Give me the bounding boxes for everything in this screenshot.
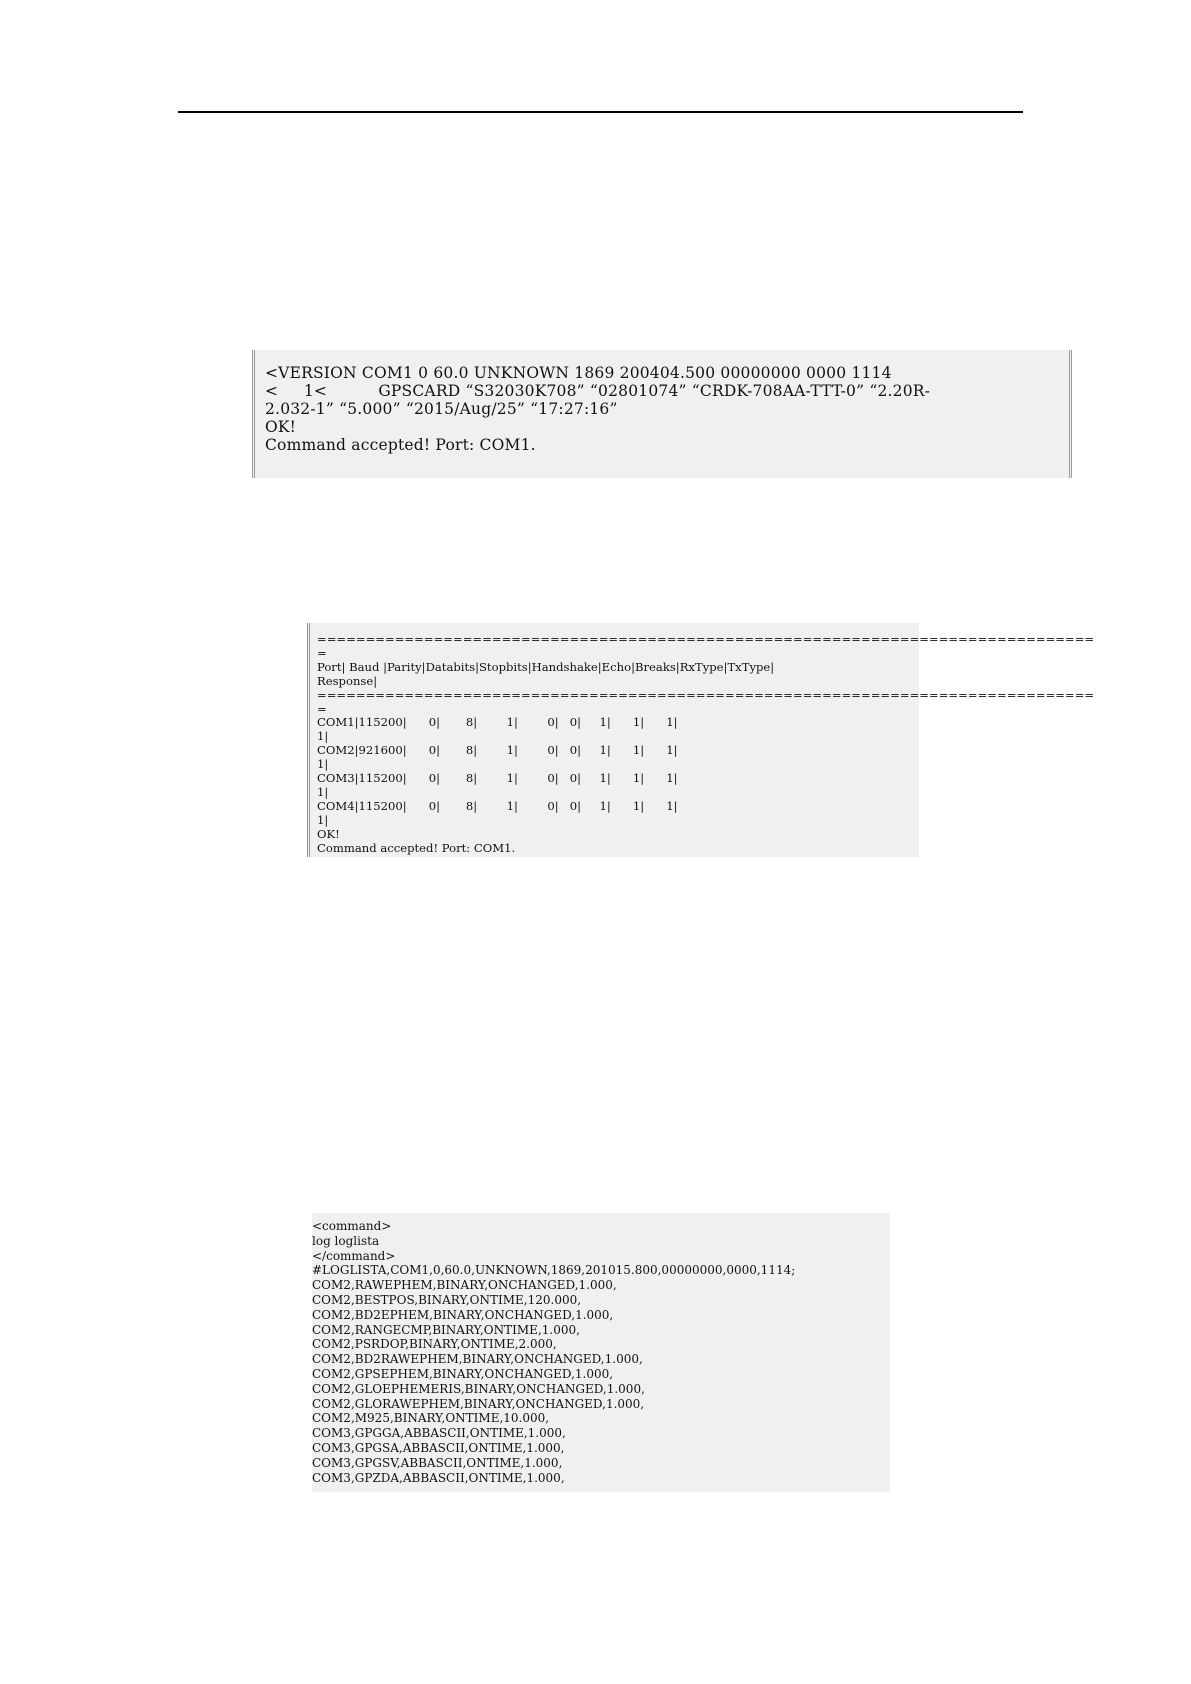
terminal-line: Command accepted! Port: COM1. <box>265 436 536 454</box>
terminal-line: Response| <box>317 673 378 688</box>
header-rule <box>178 111 1023 113</box>
terminal-line: </command> <box>312 1248 396 1263</box>
terminal-line: 1| <box>317 757 329 772</box>
terminal-line: COM2,BESTPOS,BINARY,ONTIME,120.000, <box>312 1292 582 1307</box>
version-response-screenshot <box>252 350 1072 478</box>
terminal-line: 2.032-1” “5.000” “2015/Aug/25” “17:27:16” <box>265 400 618 418</box>
terminal-line: COM2,GLORAWEPHEM,BINARY,ONCHANGED,1.000, <box>312 1396 645 1411</box>
terminal-line: COM3|115200| 0| 8| 1| 0| 0| 1| 1| 1| <box>317 771 678 786</box>
terminal-line: = <box>317 645 327 660</box>
terminal-line: COM3,GPGGA,ABBASCII,ONTIME,1.000, <box>312 1426 566 1441</box>
terminal-line: = <box>317 701 327 716</box>
terminal-line: COM2,BD2EPHEM,BINARY,ONCHANGED,1.000, <box>312 1307 614 1322</box>
terminal-line: COM2,RAWEPHEM,BINARY,ONCHANGED,1.000, <box>312 1278 617 1293</box>
terminal-line: COM2,GPSEPHEM,BINARY,ONCHANGED,1.000, <box>312 1366 614 1381</box>
terminal-line: COM2,M925,BINARY,ONTIME,10.000, <box>312 1411 550 1426</box>
terminal-line: COM4|115200| 0| 8| 1| 0| 0| 1| 1| 1| <box>317 798 678 813</box>
terminal-line: 1| <box>317 729 329 744</box>
terminal-line: COM2|921600| 0| 8| 1| 0| 0| 1| 1| 1| <box>317 743 678 758</box>
terminal-line: Port| Baud |Parity|Databits|Stopbits|Handshake|Echo|Breaks|RxType|TxType| <box>317 659 775 674</box>
terminal-line: COM3,GPZDA,ABBASCII,ONTIME,1.000, <box>312 1470 565 1485</box>
terminal-line: OK! <box>265 418 297 436</box>
terminal-line: < 1< GPSCARD “S32030K708” “02801074” “CRDK-708AA-TTT-0” “2.20R- <box>265 382 931 400</box>
terminal-line: Command accepted! Port: COM1. <box>317 840 516 855</box>
com-config-screenshot <box>307 623 1095 857</box>
terminal-line: #LOGLISTA,COM1,0,60.0,UNKNOWN,1869,201015.800,00000000,0000,1114; <box>312 1263 796 1278</box>
terminal-line: ================================================================================ <box>317 632 1095 646</box>
terminal-line: COM1|115200| 0| 8| 1| 0| 0| 1| 1| 1| <box>317 715 678 730</box>
terminal-line: COM2,RANGECMP,BINARY,ONTIME,1.000, <box>312 1322 580 1337</box>
terminal-line: COM2,BD2RAWEPHEM,BINARY,ONCHANGED,1.000, <box>312 1352 643 1367</box>
terminal-line: <VERSION COM1 0 60.0 UNKNOWN 1869 200404.500 00000000 0000 1114 <box>265 364 892 382</box>
terminal-line: COM3,GPGSA,ABBASCII,ONTIME,1.000, <box>312 1440 565 1455</box>
terminal-line: COM2,PSRDOP,BINARY,ONTIME,2.000, <box>312 1337 557 1352</box>
terminal-line: <command> <box>312 1219 392 1233</box>
terminal-line: OK! <box>317 826 340 841</box>
terminal-line: ================================================================================ <box>317 687 1095 702</box>
terminal-line: COM2,GLOEPHEMERIS,BINARY,ONCHANGED,1.000, <box>312 1381 645 1396</box>
loglist-screenshot <box>312 1213 890 1492</box>
terminal-line: 1| <box>317 812 329 827</box>
terminal-line: 1| <box>317 784 329 799</box>
terminal-line: COM3,GPGSV,ABBASCII,ONTIME,1.000, <box>312 1455 563 1470</box>
terminal-line: log loglista <box>312 1233 380 1248</box>
